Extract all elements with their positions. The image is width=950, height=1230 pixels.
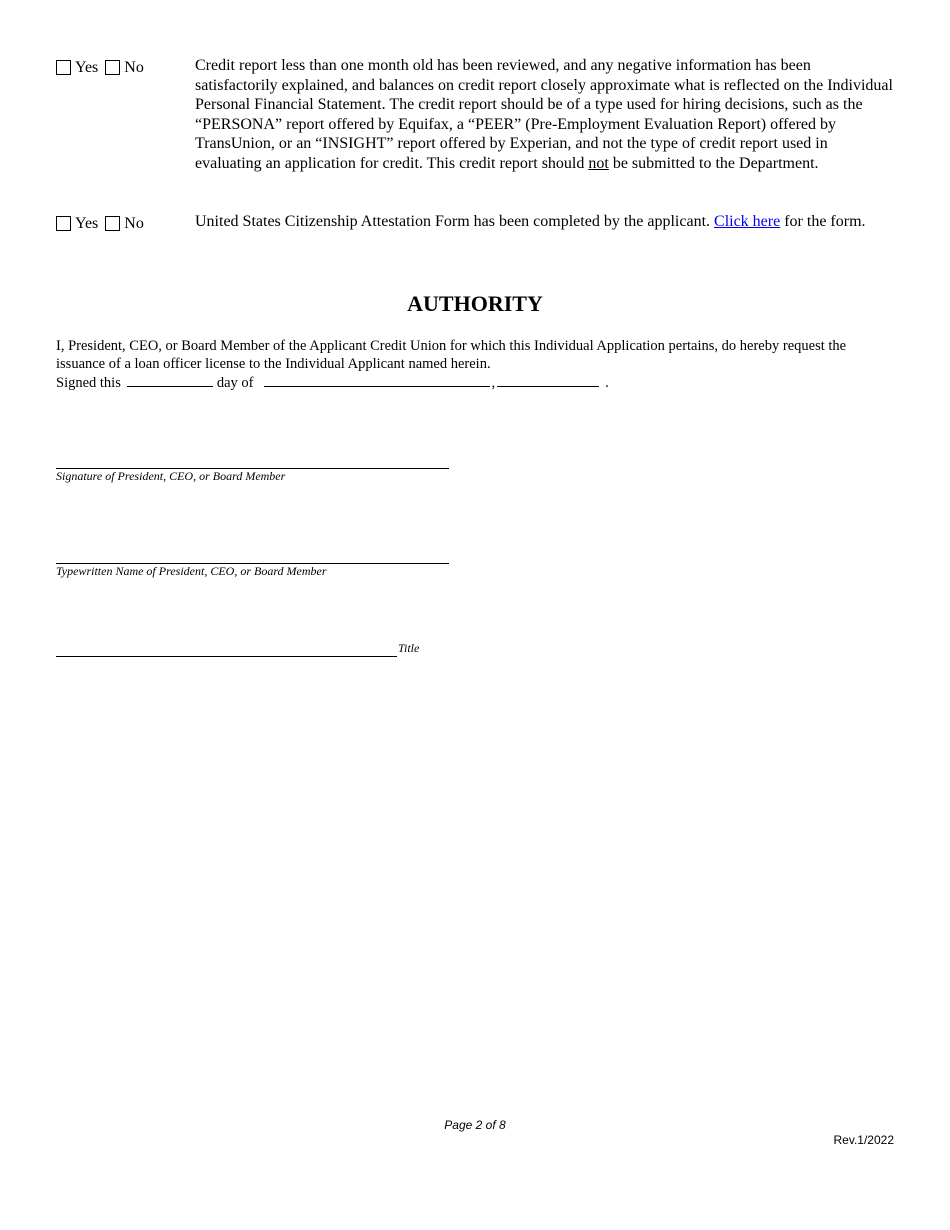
typewritten-name-label: Typewritten Name of President, CEO, or Board Member [56, 564, 327, 578]
title-line[interactable] [56, 656, 397, 657]
signed-date-line [56, 373, 896, 392]
yes-no-options [56, 214, 144, 233]
authority-text: I, President, CEO, or Board Member of the Applicant Credit Union for which this Individual Application pertains, do hereby request the issuance of a loan officer license to the Individual Applicant named herein. [56, 338, 847, 372]
day-blank-field[interactable] [127, 373, 213, 387]
signature-label: Signature of President, CEO, or Board Member [56, 469, 286, 483]
checklist-description [195, 56, 896, 173]
no-checkbox[interactable] [105, 60, 120, 75]
yes-label: Yes [75, 215, 99, 232]
year-blank-field[interactable] [497, 373, 599, 387]
title-label: Title [398, 641, 420, 655]
authority-statement [56, 337, 896, 392]
period-mark: . [605, 375, 609, 391]
comma-separator: , [491, 375, 496, 391]
no-label: No [124, 59, 144, 76]
description-text: Credit report less than one month old has been reviewed, and any negative information has been satisfactorily explained, and balances on credit report closely approximate what is reflected on the Individual Personal Financial Statement. The credit report should be of a type used for hiring decisions, such as the “PERSONA” report offered by Equifax, a “PEER” (Pre-Employment Evaluation Report) offered by TransUnion, or an “INSIGHT” report offered by Experian, and not the type of credit report used in evaluating an application for credit. This credit report should [195, 57, 893, 172]
description-text-end: be submitted to the Department. [608, 154, 819, 172]
month-blank-field[interactable] [264, 373, 490, 387]
yes-no-options [56, 58, 144, 77]
click-here-link[interactable]: Click here [714, 213, 781, 230]
signed-this-label: Signed this [56, 375, 121, 391]
description-text-end: for the form. [780, 213, 866, 230]
checklist-description [195, 212, 896, 232]
page-number: Page 2 of 8 [444, 1118, 506, 1132]
yes-checkbox[interactable] [56, 60, 71, 75]
no-checkbox[interactable] [105, 216, 120, 231]
day-of-label: day of [216, 375, 254, 391]
yes-label: Yes [75, 59, 99, 76]
description-text: United States Citizenship Attestation Form has been completed by the applicant. [195, 213, 715, 230]
authority-heading: AUTHORITY [407, 291, 543, 316]
description-emphasis: not [588, 154, 609, 172]
yes-checkbox[interactable] [56, 216, 71, 231]
revision-label: Rev.1/2022 [833, 1133, 894, 1147]
no-label: No [124, 215, 144, 232]
